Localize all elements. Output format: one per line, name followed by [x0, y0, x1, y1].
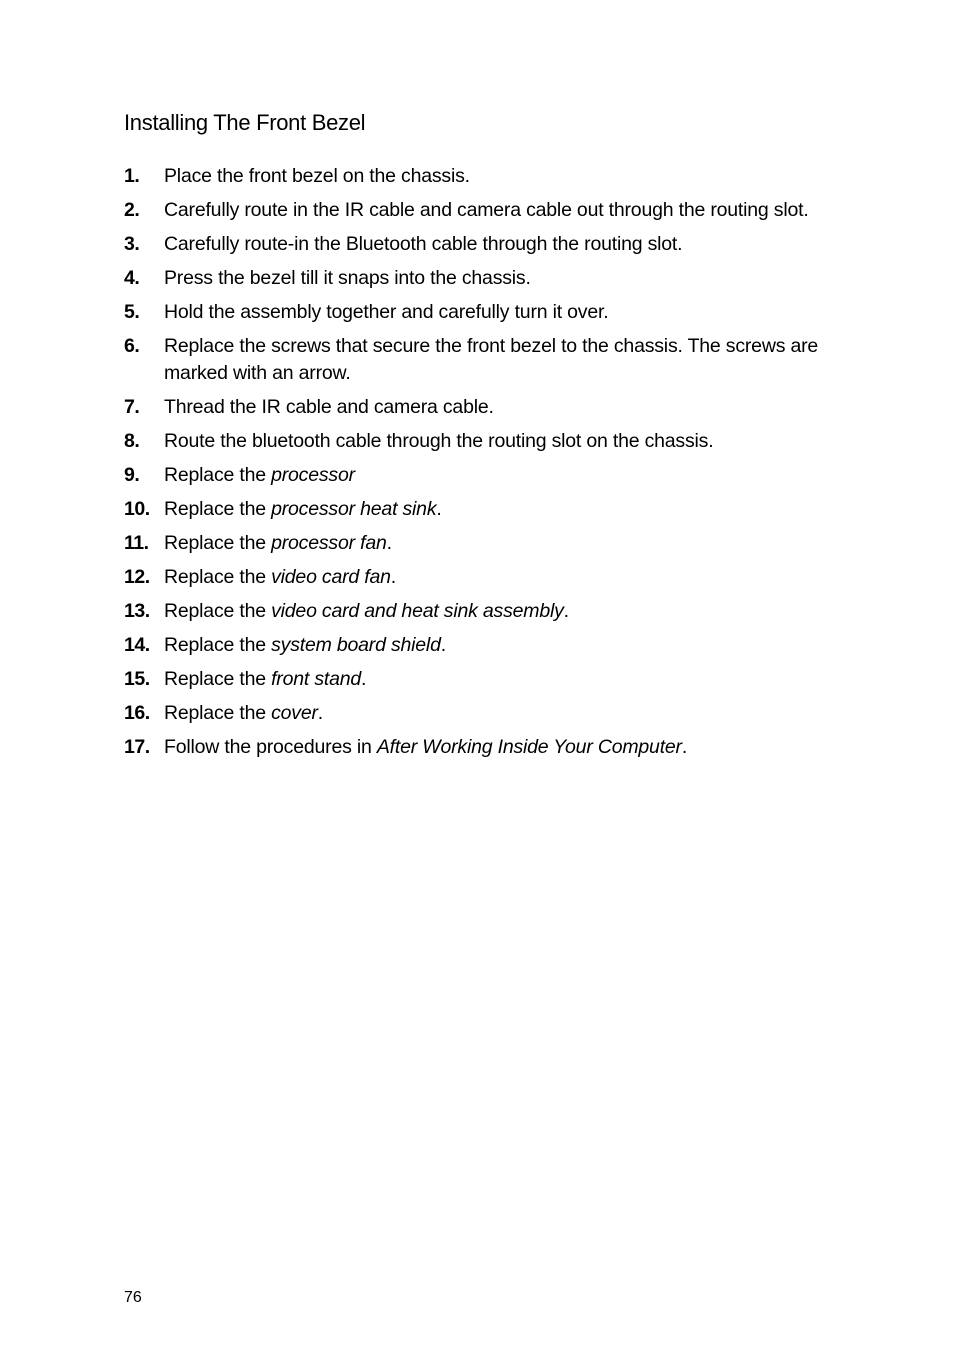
step-number: 4.: [124, 267, 140, 289]
processor-link: processor: [271, 464, 355, 486]
step-item: [124, 163, 854, 190]
step-number: 9.: [124, 464, 140, 486]
step-text: Place the front bezel on the chassis.: [164, 165, 470, 187]
step-item: [124, 564, 854, 591]
step-number: 5.: [124, 301, 140, 323]
step-item: [124, 299, 854, 326]
processor-heat-sink-link: processor heat sink: [271, 498, 437, 520]
step-number: 17.: [124, 736, 150, 758]
step-item: [124, 265, 854, 292]
step-text: Replace the front stand.: [164, 668, 367, 690]
step-item: [124, 333, 854, 387]
step-number: 6.: [124, 335, 140, 357]
step-item: [124, 734, 854, 761]
processor-fan-link: processor fan: [271, 532, 387, 554]
step-item: [124, 632, 854, 659]
video-card-fan-link: video card fan: [271, 566, 391, 588]
step-text: Replace the processor: [164, 464, 355, 486]
step-text: Thread the IR cable and camera cable.: [164, 396, 494, 418]
step-text: Carefully route-in the Bluetooth cable through the routing slot.: [164, 233, 683, 255]
step-number: 1.: [124, 165, 140, 187]
step-number: 2.: [124, 199, 140, 221]
step-number: 3.: [124, 233, 140, 255]
step-text: Replace the screws that secure the front bezel to the chassis. The screws are marked with an arrow.: [164, 335, 819, 384]
video-card-assembly-link: video card and heat sink assembly: [271, 600, 564, 622]
step-item: [124, 496, 854, 523]
steps-list: [124, 163, 854, 768]
system-board-shield-link: system board shield: [271, 634, 441, 656]
step-number: 16.: [124, 702, 150, 724]
step-number: 12.: [124, 566, 150, 588]
step-text: Replace the video card fan.: [164, 566, 397, 588]
front-stand-link: front stand: [271, 668, 362, 690]
step-text: Replace the processor heat sink.: [164, 498, 442, 520]
page-number: 76: [124, 1289, 142, 1306]
step-text: Replace the processor fan.: [164, 532, 392, 554]
step-text: Replace the video card and heat sink assembly.: [164, 600, 569, 622]
step-text: Press the bezel till it snaps into the chassis.: [164, 267, 531, 289]
step-item: [124, 394, 854, 421]
step-item: [124, 197, 854, 224]
step-item: [124, 700, 854, 727]
step-item: [124, 530, 854, 557]
step-number: 10.: [124, 498, 150, 520]
step-number: 14.: [124, 634, 150, 656]
step-item: [124, 598, 854, 625]
step-item: [124, 231, 854, 258]
step-text: Route the bluetooth cable through the routing slot on the chassis.: [164, 430, 714, 452]
step-text: Carefully route in the IR cable and camera cable out through the routing slot.: [164, 199, 809, 221]
step-number: 7.: [124, 396, 140, 418]
step-item: [124, 428, 854, 455]
step-text: Follow the procedures in After Working Inside Your Computer.: [164, 736, 688, 758]
cover-link: cover: [271, 702, 318, 724]
after-working-inside-link: After Working Inside Your Computer: [376, 736, 682, 758]
step-text: Hold the assembly together and carefully turn it over.: [164, 301, 609, 323]
step-item: [124, 462, 854, 489]
step-text: Replace the cover.: [164, 702, 323, 724]
section-title: Installing The Front Bezel: [124, 110, 366, 135]
step-number: 11.: [124, 532, 149, 554]
step-text: Replace the system board shield.: [164, 634, 446, 656]
step-number: 13.: [124, 600, 150, 622]
step-number: 8.: [124, 430, 140, 452]
step-item: [124, 666, 854, 693]
step-number: 15.: [124, 668, 150, 690]
